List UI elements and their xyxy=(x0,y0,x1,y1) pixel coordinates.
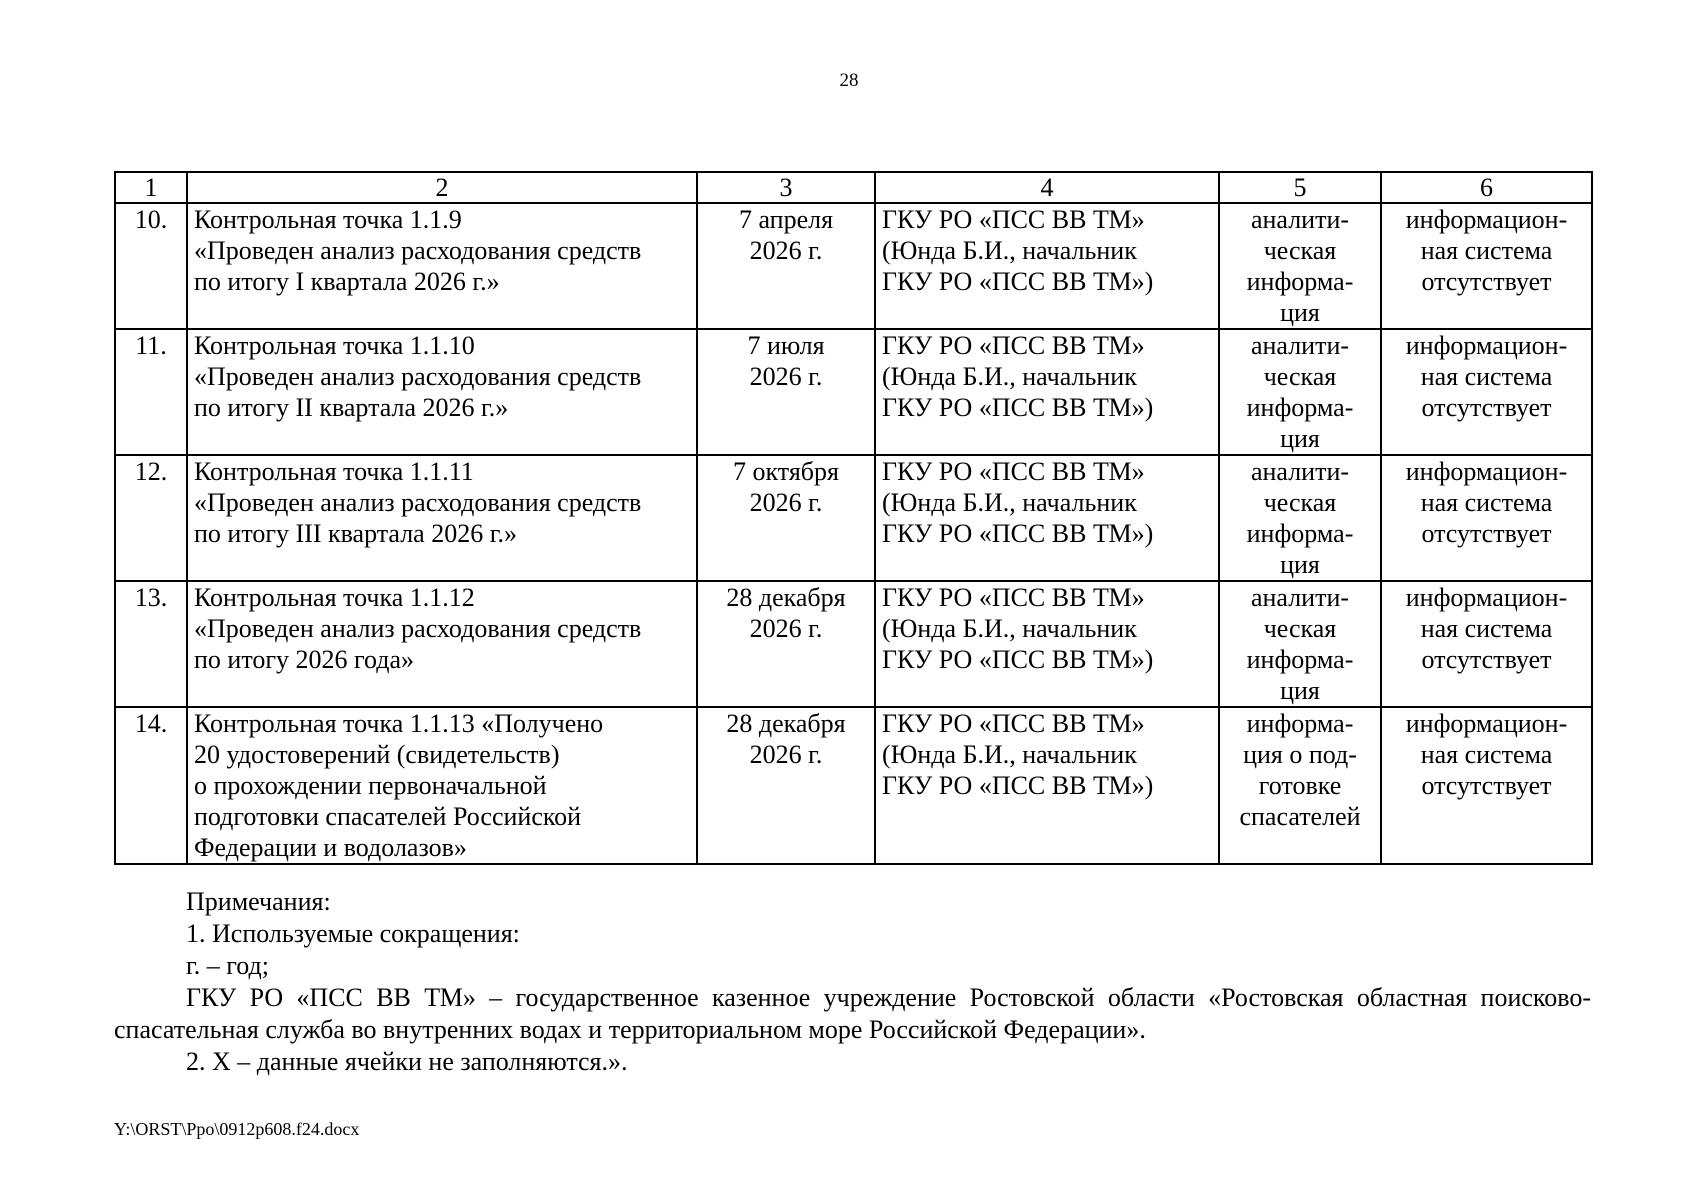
event-cell: Контрольная точка 1.1.10 «Проведен анализ расходования средств по итогу II квартала 2026 г.» xyxy=(187,329,697,455)
information-system-cell: информацион- ная система отсутствует xyxy=(1381,707,1592,864)
table-row xyxy=(115,707,1592,864)
implementation-plan-table xyxy=(114,171,1593,865)
column-header: 5 xyxy=(1219,172,1381,203)
information-system-cell: информацион- ная система отсутствует xyxy=(1381,329,1592,455)
file-path-footer: Y:\ORST\Ppo\0912p608.f24.docx xyxy=(114,1119,360,1139)
note-item-1: 1. Используемые сокращения: xyxy=(186,919,520,948)
responsible-cell: ГКУ РО «ПСС ВВ ТМ» (Юнда Б.И., начальник ГКУ РО «ПСС ВВ ТМ») xyxy=(875,455,1219,581)
document-cell: аналити- ческая информа- ция xyxy=(1219,329,1381,455)
notes-section xyxy=(114,886,1591,1078)
date-cell: 7 октября 2026 г. xyxy=(697,455,875,581)
date-cell: 28 декабря 2026 г. xyxy=(697,581,875,707)
document-cell: аналити- ческая информа- ция xyxy=(1219,581,1381,707)
notes-title: Примечания: xyxy=(186,887,331,916)
column-header: 2 xyxy=(187,172,697,203)
information-system-cell: информацион- ная система отсутствует xyxy=(1381,581,1592,707)
note-item-2: 2. Х – данные ячейки не заполняются.». xyxy=(186,1047,628,1076)
responsible-cell: ГКУ РО «ПСС ВВ ТМ» (Юнда Б.И., начальник ГКУ РО «ПСС ВВ ТМ») xyxy=(875,203,1219,329)
event-cell: Контрольная точка 1.1.11 «Проведен анализ расходования средств по итогу III квартала 2026 г.» xyxy=(187,455,697,581)
document-cell: аналити- ческая информа- ция xyxy=(1219,203,1381,329)
date-cell: 7 апреля 2026 г. xyxy=(697,203,875,329)
event-cell: Контрольная точка 1.1.9 «Проведен анализ расходования средств по итогу I квартала 2026 г.» xyxy=(187,203,697,329)
abbreviation-organization: ГКУ РО «ПСС ВВ ТМ» – государственное казенное учреждение Ростовской области «Ростовская областная поисково-спасательная служба во внутренних водах и территориальном море Российской Федерации». xyxy=(114,983,1591,1044)
document-cell: информа- ция о под- готовке спасателей xyxy=(1219,707,1381,864)
column-header: 3 xyxy=(697,172,875,203)
event-cell: Контрольная точка 1.1.12 «Проведен анализ расходования средств по итогу 2026 года» xyxy=(187,581,697,707)
information-system-cell: информацион- ная система отсутствует xyxy=(1381,203,1592,329)
responsible-cell: ГКУ РО «ПСС ВВ ТМ» (Юнда Б.И., начальник ГКУ РО «ПСС ВВ ТМ») xyxy=(875,329,1219,455)
table-row xyxy=(115,581,1592,707)
row-number: 10. xyxy=(115,203,187,329)
responsible-cell: ГКУ РО «ПСС ВВ ТМ» (Юнда Б.И., начальник ГКУ РО «ПСС ВВ ТМ») xyxy=(875,707,1219,864)
row-number: 11. xyxy=(115,329,187,455)
table-row xyxy=(115,329,1592,455)
responsible-cell: ГКУ РО «ПСС ВВ ТМ» (Юнда Б.И., начальник ГКУ РО «ПСС ВВ ТМ») xyxy=(875,581,1219,707)
table-row xyxy=(115,203,1592,329)
row-number: 14. xyxy=(115,707,187,864)
date-cell: 7 июля 2026 г. xyxy=(697,329,875,455)
information-system-cell: информацион- ная система отсутствует xyxy=(1381,455,1592,581)
column-header: 6 xyxy=(1381,172,1592,203)
column-header: 4 xyxy=(875,172,1219,203)
date-cell: 28 декабря 2026 г. xyxy=(697,707,875,864)
abbreviation-year: г. – год; xyxy=(186,951,269,980)
page-number: 28 xyxy=(839,70,859,91)
row-number: 13. xyxy=(115,581,187,707)
column-number-row xyxy=(115,172,1592,203)
table-row xyxy=(115,455,1592,581)
document-cell: аналити- ческая информа- ция xyxy=(1219,455,1381,581)
event-cell: Контрольная точка 1.1.13 «Получено 20 удостоверений (свидетельств) о прохождении первоначальной подготовки спасателей Российской Федерации и водолазов» xyxy=(187,707,697,864)
column-header: 1 xyxy=(115,172,187,203)
row-number: 12. xyxy=(115,455,187,581)
